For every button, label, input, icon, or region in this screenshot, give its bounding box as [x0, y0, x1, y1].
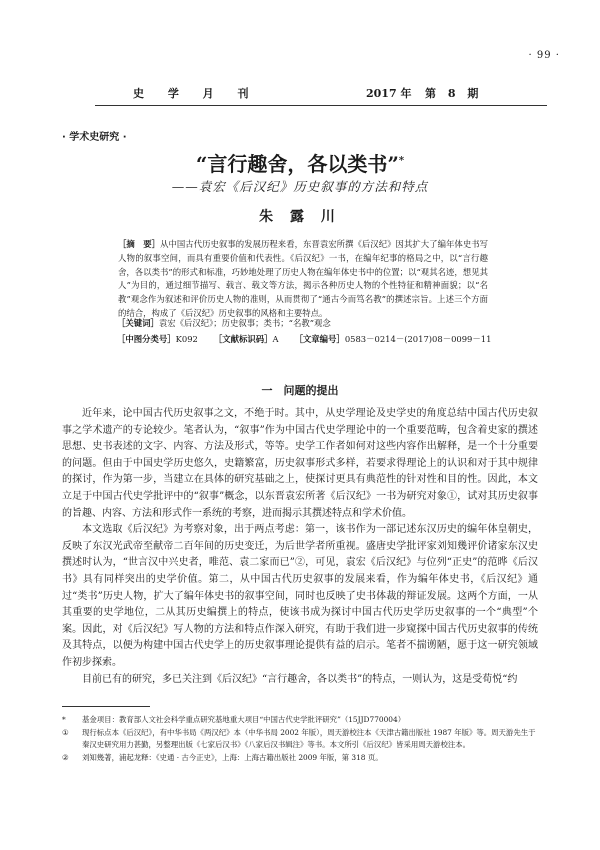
- paragraph: 本文选取《后汉纪》为考察对象，出于两点考虑：第一，该书作为一部记述东汉历史的编年体皇朝史，反映了东汉光武帝至献帝二百年间的历史变迁，为后世学者所重视。盛唐史学批评家刘知幾评价诸家东汉史撰述时认为，“世言汉中兴史者，唯范、袁二家而已”②，可见，袁宏《后汉纪》与位列“正史”的范晔《后汉书》具有同样突出的史学价值。第二，从中国古代历史叙事的发展来看，作为编年体史书，《后汉纪》通过“类书”历史人物，扩大了编年体史书的叙事空间，同时也反映了史书体裁的辩证发展。这两个方面，一从其重要的史学地位，二从其历史编撰上的特点，使该书成为探讨中国古代历史学历史叙事的一个“典型”个案。因此，对《后汉纪》写人物的方法和特点作深入研究，有助于我们进一步窥探中国古代历史叙事的传统及其特点，以便为构建中国古代史学上的历史叙事理论提供有益的启示。笔者不揣谫陋，愿于这一研究领域作初步探索。: [62, 524, 538, 668]
- footnote: [62, 714, 538, 726]
- keywords: [117, 317, 497, 329]
- article-title-text: “言行趣舍，各以类书”: [195, 152, 399, 176]
- paragraph: 目前已有的研究，多已关注到《后汉纪》“言行趣舍，各以类书”的特点，一则认为，这是受荀悦“约: [82, 673, 518, 685]
- article-number-label: ［文章编号］: [294, 334, 345, 344]
- article-title: [0, 148, 600, 177]
- author-name: 朱 露 川: [259, 209, 341, 225]
- footnotes: [62, 714, 538, 765]
- page-number: · 99 ·: [528, 50, 560, 61]
- column-label: · 学术史研究 ·: [62, 132, 127, 143]
- abstract: [118, 238, 488, 321]
- keywords-label: ［关键词］: [117, 318, 159, 328]
- article-number-value: 0583－0214－(2017)08－0099－11: [344, 334, 492, 344]
- paragraph: 近年来，论中国古代历史叙事之文，不绝于时。其中，从史学理论及史学史的角度总结中国古代历史叙事之学术遗产的专论较少。笔者认为，“叙事”作为中国古代史学理论中的一个重要范畴，包含着史家的撰述思想、史书表述的文字、内容、方法及形式，等等。史学工作者如何对这些内容作出解释，是一个十分重要的问题。但由于中国史学历史悠久，史籍繁富，历史叙事形式多样，若要求得理论上的认识和对于其中规律的探讨，作为第一步，当建立在具体的研究基础之上，使探讨更具有典范性的针对性和目的性。因此，本文立足于中国古代史学批评中的“叙事”概念，以东晋袁宏所著《后汉纪》一书为研究对象①，试对其历史叙事的旨趣、内容、方法和形式作一系统的考察，进而揭示其撰述特点和学术价值。: [62, 408, 538, 519]
- doc-code-value: A: [272, 334, 279, 344]
- footnote-text: 现行标点本《后汉纪》，有中华书局《两汉纪》本（中华书局 2002 年版），周天游校注本《天津古籍出版社 1987 年版》等。周天游先生于秦汉史研究用力甚勤，另整理出版《七家后汉书》《八家后汉书辑注》等书。本文所引《后汉纪》皆采用周天游校注本。: [82, 728, 536, 749]
- abstract-text: 从中国古代历史叙事的发展历程来看，东晋袁宏所撰《后汉纪》因其扩大了编年体史书写人物的叙事空间，而具有重要价值和代表性。《后汉纪》一书，在编年纪事的格局之中，以“言行趣舍，各以类书”的形式和标准，巧妙地处理了历史人物在编年体史书中的位置；以“观其名迹，想见其人”为目的，通过细节描写、载言、载文等方法，揭示各种历史人物的个性特征和精神面貌；以“名教”观念作为叙述和评价历史人物的准则，从而贯彻了“通古今而笃名教”的撰述宗旨。上述三个方面的结合，构成了《后汉纪》历史叙事的风格和主要特点。: [118, 239, 489, 318]
- footnote-text: 刘知幾著，浦起龙释：《史通 · 古今正史》，上海：上海古籍出版社 2009 年版，第 318 页。: [82, 753, 383, 762]
- keywords-text: 袁宏《后汉纪》；历史叙事；类书；“名教”观念: [158, 318, 331, 328]
- issue-year: 2017 年: [366, 87, 412, 100]
- header-rule: [95, 105, 547, 106]
- classification-meta: [117, 333, 497, 345]
- issue-number: 第 8 期: [425, 87, 483, 100]
- article-subtitle: ——袁宏《后汉纪》历史叙事的方法和特点: [171, 179, 429, 194]
- footnote-rule: [62, 706, 150, 707]
- body-text: [62, 406, 538, 688]
- footnote-mark: *: [62, 715, 66, 724]
- abstract-label: ［摘 要］: [118, 239, 161, 249]
- doc-code-label: ［文献标识码］: [213, 334, 273, 344]
- footnote: [62, 727, 538, 751]
- clc-label: ［中图分类号］: [117, 334, 176, 344]
- journal-name: 史 学 月 刊: [133, 87, 259, 100]
- footnote: [62, 752, 538, 764]
- section-heading: 一 问题的提出: [261, 384, 339, 397]
- footnote-text: 基金项目：教育部人文社会科学重点研究基地重大项目“中国古代史学批评研究”（15JJD770004）: [82, 715, 406, 724]
- title-footnote-mark: *: [398, 155, 405, 167]
- footnote-mark: ①: [62, 728, 69, 737]
- clc-value: K092: [175, 334, 198, 344]
- footnote-mark: ②: [62, 753, 69, 762]
